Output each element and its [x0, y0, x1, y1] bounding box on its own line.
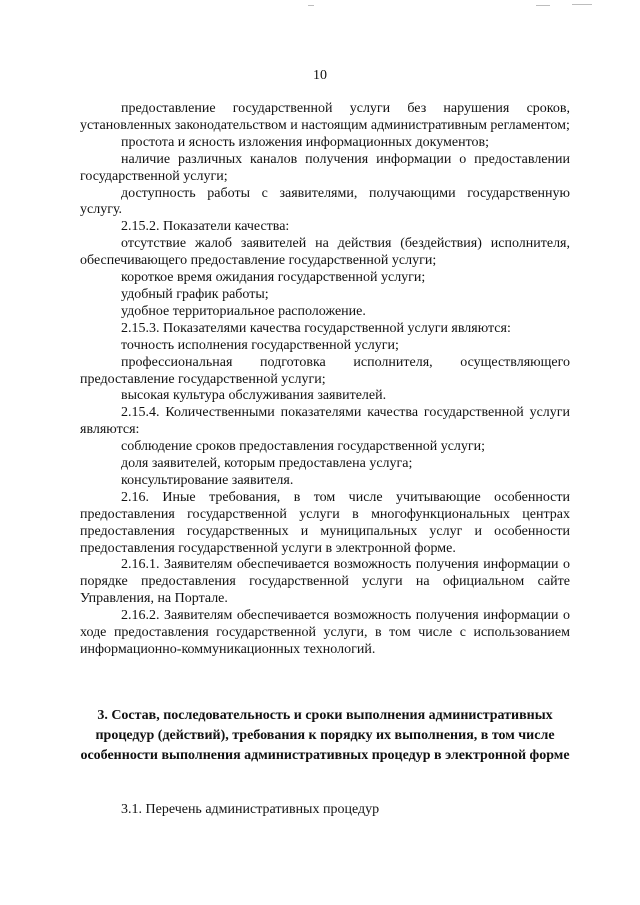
paragraph: доля заявителей, которым предоставлена услуга; — [121, 456, 413, 472]
scan-artifact — [308, 5, 314, 6]
paragraph: удобный график работы; — [121, 286, 269, 302]
paragraph: профессиональная подготовка исполнителя, осуществляющего предоставление государственной услуги; — [80, 354, 570, 387]
page-number: 10 — [313, 68, 327, 83]
paragraph: доступность работы с заявителями, получающими государственную услугу. — [80, 185, 570, 218]
paragraph: 2.16.2. Заявителям обеспечивается возможность получения информации о ходе предоставления государственной услуги, в том числе с использованием информационно-коммуникационных технологий. — [80, 608, 570, 657]
paragraph: высокая культура обслуживания заявителей. — [121, 388, 387, 404]
paragraph: простота и ясность изложения информационных документов; — [121, 134, 490, 150]
section-heading: 3. Состав, последовательность и сроки выполнения административных процедур (действий), требования к порядку их выполнения, в том числе особенности выполнения административных процедур в электронной форме — [80, 708, 570, 763]
scan-artifact — [536, 5, 550, 6]
paragraph: 2.16. Иные требования, в том числе учитывающие особенности предоставления государственной услуги в многофункциональных центрах предоставления государственных и муниципальных услуг и особенности предоставления государственной услуги в электронной форме. — [80, 489, 570, 556]
paragraph: удобное территориальное расположение. — [121, 303, 366, 319]
paragraph: 2.16.1. Заявителям обеспечивается возможность получения информации о порядке предоставления государственной услуги на официальном сайте Управления, на Портале. — [80, 557, 570, 607]
paragraph: соблюдение сроков предоставления государственной услуги; — [121, 439, 486, 455]
scan-artifact — [572, 4, 592, 5]
paragraph: короткое время ожидания государственной услуги; — [121, 270, 426, 286]
body-text — [80, 101, 570, 659]
paragraph: отсутствие жалоб заявителей на действия (бездействия) исполнителя, обеспечивающего предоставление государственной услуги; — [80, 236, 570, 269]
paragraph: предоставление государственной услуги без нарушения сроков, установленных законодательством и настоящим административным регламентом; — [80, 101, 570, 133]
paragraph: 2.15.4. Количественными показателями качества государственной услуги являются: — [80, 405, 570, 438]
paragraph: 2.15.2. Показатели качества: — [121, 219, 290, 235]
paragraph: наличие различных каналов получения информации о предоставлении государственной услуги; — [80, 151, 570, 184]
sub-heading: 3.1. Перечень административных процедур — [121, 802, 380, 817]
paragraph: точность исполнения государственной услуги; — [121, 337, 399, 353]
paragraph: консультирование заявителя. — [121, 472, 294, 488]
paragraph: 2.15.3. Показателями качества государственной услуги являются: — [121, 320, 511, 336]
